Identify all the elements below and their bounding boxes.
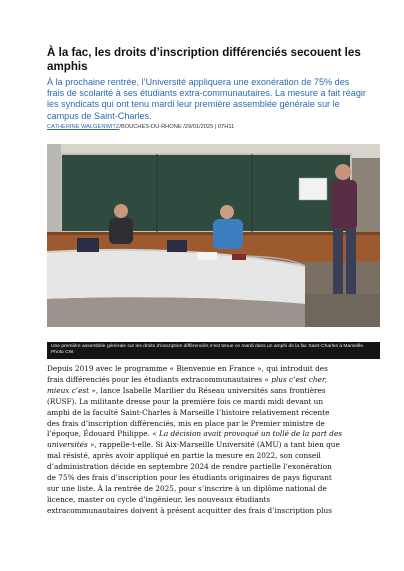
body-line: mieux c’est », lance Isabelle Marilier du Réseau universités sans frontières <box>47 385 326 395</box>
body-line: universités », rappelle-t-elle. Si Aix-Marseille Université (AMU) a tant bien que <box>47 440 340 450</box>
byline-separator: | <box>213 124 218 130</box>
body-line: extracommunautaires doivent à présent acquitter des frais d’inscription plus <box>47 505 333 515</box>
byline-time: 07H11 <box>217 124 235 130</box>
body-line: de 75% des frais d’inscription pour les étudiants originaires de pays figurant <box>47 473 332 483</box>
quote: mieux c’est » <box>47 385 96 395</box>
body-line: des frais d’inscription différenciés, mis en place par le Premier ministre de <box>47 418 325 428</box>
byline-section: /BOUCHES-DU-RHONE <box>119 124 182 130</box>
body-line: l’époque, Édouard Philippe. « La décision avait provoqué un tollé de la part des <box>47 429 343 439</box>
article-headline: À la fac, les droits d’inscription différenciés secouent les amphis <box>47 46 361 73</box>
quote: « La décision avait provoqué un tollé de la part des <box>152 429 343 439</box>
quote: universités » <box>47 440 95 450</box>
lecture-hall-photo <box>47 144 380 327</box>
article-byline <box>47 124 377 130</box>
body-line: frais différenciés pour les étudiants extracommunautaires « plus c’est cher, <box>47 374 327 384</box>
byline-date: /29/01/2025 <box>183 124 214 130</box>
body-line: amphi de la faculté Saint-Charles à Marseille l’histoire relativement récente <box>47 407 330 417</box>
body-line: (RUSF). La militante dresse pour la première fois ce mardi midi devant un <box>47 396 324 406</box>
body-line: mal résisté, après avoir appliqué en partie la mesure en 2022, son conseil <box>47 451 321 461</box>
body-line: licence, master ou cycle d’ingénieur, les nouveaux étudiants <box>47 494 271 504</box>
article-body <box>47 364 383 517</box>
body-line: sur une liste. À la rentrée de 2025, pour s’inscrire à un diplôme national de <box>47 483 327 493</box>
article-photo <box>47 144 380 327</box>
body-line: Depuis 2019 avec le programme « Bienvenue en France », qui introduit des <box>47 364 328 373</box>
photo-caption: Une première assemblée générale sur les droits d’inscription différenciés s’est tenue ce mardi dans un amphi de la fac Saint-Charles à Marseille. Photo CW. <box>47 342 380 359</box>
article-lede: À la prochaine rentrée, l’Université appliquera une exonération de 75% des frais de scolarité à ses étudiants extra-communautaires. La mesure a fait réagir les syndicats qui ont tenu mardi leur première assemblée générale sur le campus de Saint-Charles. <box>47 77 366 121</box>
body-line: d’administration décide en septembre 2024 de rendre partielle l’exonération <box>47 462 332 472</box>
quote: « plus c’est cher, <box>264 374 327 384</box>
author-link[interactable]: CATHERINE WALGENWITZ <box>47 124 120 130</box>
